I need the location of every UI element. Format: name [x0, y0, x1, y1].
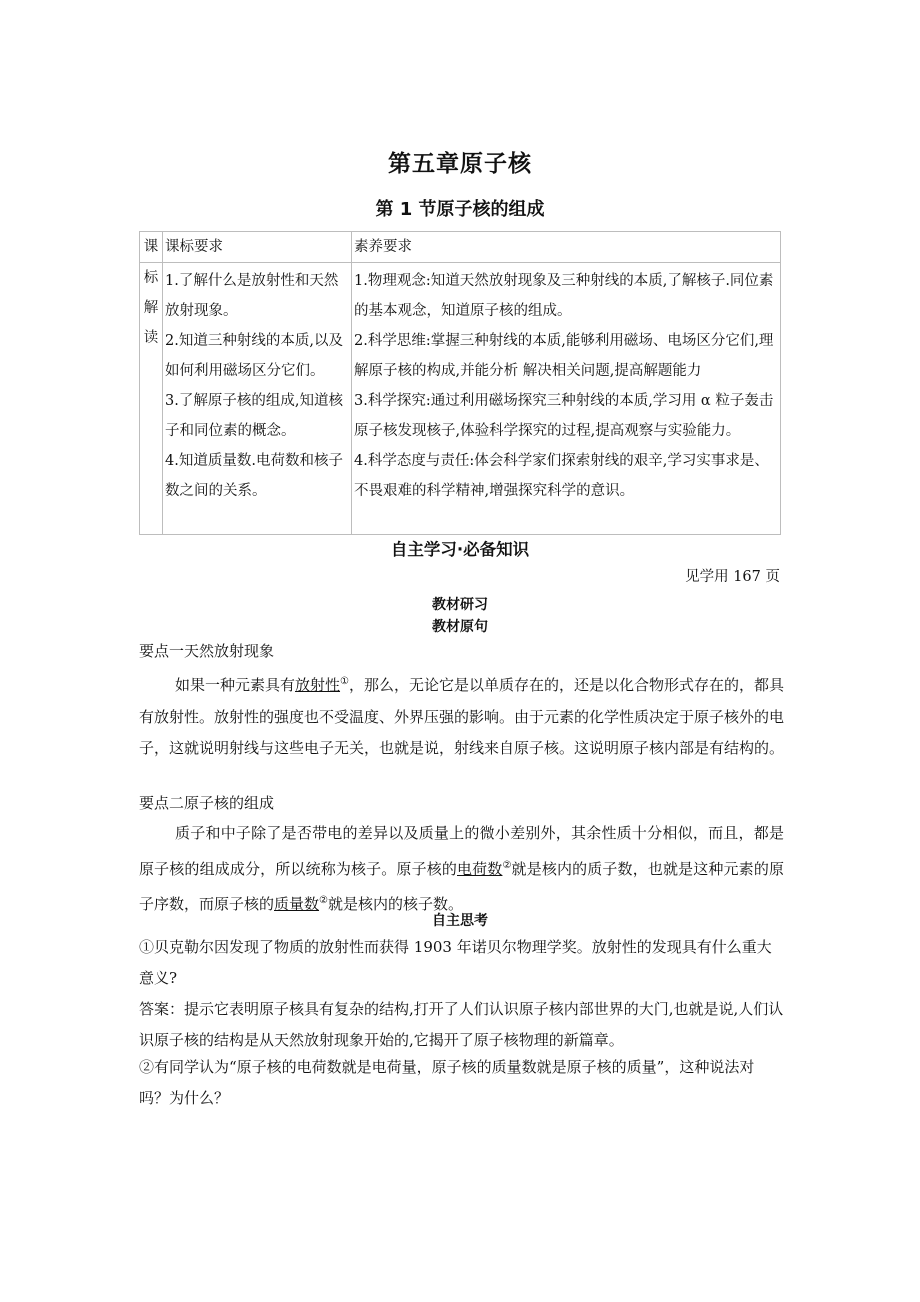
- curriculum-item: 2.知道三种射线的本质,以及如何利用磁场区分它们。: [165, 333, 343, 379]
- original-text-heading: 教材原句: [432, 619, 488, 635]
- chapter-title: 第五章原子核: [388, 151, 532, 177]
- point1-paragraph: 如果一种元素具有放射性①，那么，无论它是以单质存在的，还是以化合物形式存在的，都具有放射性。放射性的强度也不受温度、外界压强的影响。由于元素的化学性质决定于原子核外的电子，这就说明射线与这些电子无关，也就是说，射线来自原子核。这说明原子核内部是有结构的。: [139, 676, 785, 757]
- table-header-row: [140, 232, 781, 263]
- point2-paragraph: 质子和中子除了是否带电的差异以及质量上的微小差别外，其余性质十分相似，而且，都是原子核的组成成分，所以统称为核子。原子核的电荷数②就是核内的质子数，也就是这种元素的原子序数，而原子核的质量数②就是核内的核子数。: [139, 824, 784, 913]
- section-title: 第 1 节原子核的组成: [375, 199, 545, 220]
- side-label-char: 标: [143, 270, 159, 286]
- table-body-row: [140, 263, 781, 535]
- material-heading: 教材研习: [432, 597, 488, 613]
- competency-item: 3.科学探究:通过利用磁场探究三种射线的本质,学习用 α 粒子轰击原子核发现核子,体验科学探究的过程,提高观察与实验能力。: [354, 393, 774, 439]
- competency-item: 1.物理观念:知道天然放射现象及三种射线的本质,了解核子.同位素的基本观念，知道原子核的组成。: [354, 273, 774, 319]
- competency-item: 4.科学态度与责任:体会科学家们探索射线的艰辛,学习实事求是、不畏艰难的科学精神,增强探究科学的意识。: [354, 453, 769, 499]
- point2-title: 要点二原子核的组成: [139, 794, 275, 812]
- term-radioactivity: 放射性: [295, 676, 341, 694]
- question-2: ②有同学认为“原子核的电荷数就是电荷量，原子核的质量数就是原子核的质量”，这种说法对吗？为什么？: [139, 1058, 755, 1107]
- self-thinking-heading: 自主思考: [432, 913, 488, 929]
- study-heading: 自主学习·必备知识: [390, 540, 530, 559]
- competency-item: 2.科学思维:掌握三种射线的本质,能够利用磁场、电场区分它们,理解原子核的构成,并能分析 解决相关问题,提高解题能力: [354, 333, 774, 379]
- page-reference: 见学用 167 页: [685, 569, 780, 585]
- term-mass-number: 质量数: [274, 895, 320, 913]
- footnote-mark: ①: [340, 676, 349, 687]
- footnote-mark: ②: [319, 895, 328, 906]
- curriculum-item: 3.了解原子核的组成,知道核子和同位素的概念。: [165, 393, 343, 439]
- footnote-mark: ②: [502, 859, 512, 871]
- term-charge-number: 电荷数: [457, 859, 503, 878]
- curriculum-requirements-cell: [163, 263, 352, 535]
- curriculum-item: 1.了解什么是放射性和天然放射现象。: [165, 273, 339, 319]
- point1-title: 要点一天然放射现象: [139, 642, 275, 660]
- side-label-char: 课: [143, 239, 159, 255]
- header-left-cell: [163, 232, 352, 263]
- header-right: 素养要求: [354, 239, 412, 255]
- answer-1: 答案：提示它表明原子核具有复杂的结构,打开了人们认识原子核内部世界的大门,也就是说,人们认识原子核的结构是从天然放射现象开始的,它揭开了原子核物理的新篇章。: [139, 1000, 784, 1049]
- side-label-char: 解: [143, 300, 159, 316]
- competency-requirements-cell: [352, 263, 781, 535]
- curriculum-item: 4.知道质量数.电荷数和核子数之间的关系。: [165, 453, 343, 499]
- side-label-char: 读: [143, 330, 159, 346]
- side-label-cell: [140, 263, 163, 535]
- side-label-cell: [140, 232, 163, 263]
- header-left: 课标要求: [165, 239, 223, 255]
- header-right-cell: [352, 232, 781, 263]
- question-1: ①贝克勒尔因发现了物质的放射性而获得 1903 年诺贝尔物理学奖。放射性的发现具有什么重大意义?: [139, 938, 772, 987]
- requirements-table: [139, 231, 781, 535]
